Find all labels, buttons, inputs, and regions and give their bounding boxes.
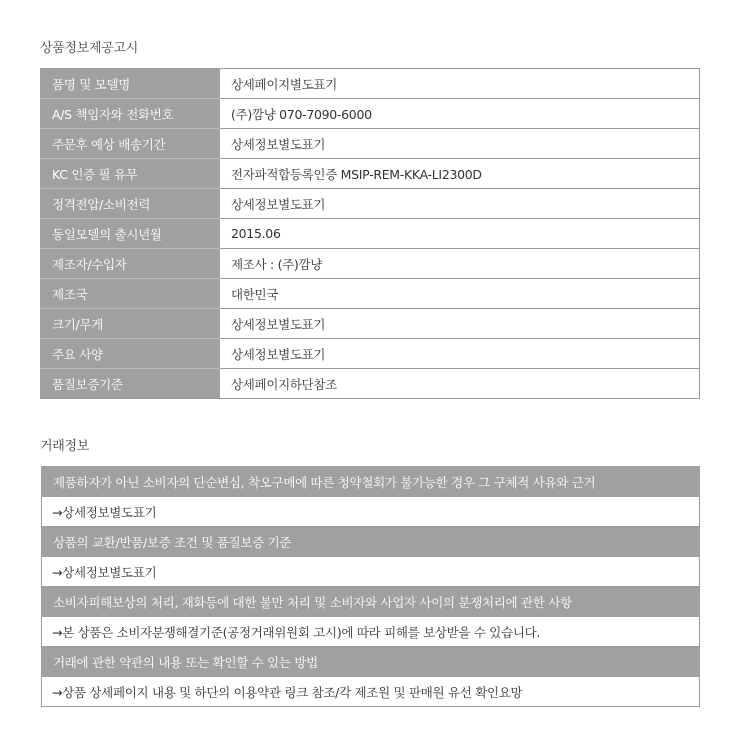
product-notice-title: 상품정보제공고시 bbox=[40, 41, 139, 56]
trade-answer: →상세정보별도표기 bbox=[42, 557, 700, 587]
row-label: 크기/무게 bbox=[41, 309, 220, 339]
trade-answer: →상품 상세페이지 내용 및 하단의 이용약관 링크 참조/각 제조원 및 판매원 유선 확인요망 bbox=[42, 677, 700, 707]
row-label: 품질보증기준 bbox=[41, 369, 220, 399]
row-value: 상세페이지하단참조 bbox=[220, 369, 700, 399]
row-label: 제조국 bbox=[41, 279, 220, 309]
trade-question: 소비자피해보상의 처리, 재화등에 대한 불만 처리 및 소비자와 사업자 사이의 분쟁처리에 관한 사항 bbox=[42, 587, 700, 617]
table-row bbox=[42, 467, 700, 497]
trade-question: 제품하자가 아닌 소비자의 단순변심, 착오구매에 따른 청약철회가 불가능한 경우 그 구체적 사유와 근거 bbox=[42, 467, 700, 497]
table-row bbox=[41, 189, 700, 219]
row-label: 주문후 예상 배송기간 bbox=[41, 129, 220, 159]
row-value: 상세페이지별도표기 bbox=[220, 69, 700, 99]
table-row bbox=[42, 617, 700, 647]
row-label: 제조자/수입자 bbox=[41, 249, 220, 279]
table-row bbox=[42, 647, 700, 677]
table-row bbox=[42, 557, 700, 587]
table-row bbox=[41, 219, 700, 249]
row-value: 제조사 : (주)깜냥 bbox=[220, 249, 700, 279]
trade-question: 상품의 교환/반품/보증 조건 및 품질보증 기준 bbox=[42, 527, 700, 557]
row-value: 전자파적합등록인증 MSIP-REM-KKA-LI2300D bbox=[220, 159, 700, 189]
table-row bbox=[41, 159, 700, 189]
row-value: 상세정보별도표기 bbox=[220, 129, 700, 159]
trade-answer: →상세정보별도표기 bbox=[42, 497, 700, 527]
table-row bbox=[42, 497, 700, 527]
row-label: 품명 및 모델명 bbox=[41, 69, 220, 99]
trade-info-table bbox=[41, 466, 700, 707]
product-notice-table bbox=[40, 68, 700, 399]
row-value: 대한민국 bbox=[220, 279, 700, 309]
trade-info-title: 거래정보 bbox=[40, 439, 90, 454]
table-row bbox=[41, 309, 700, 339]
table-row bbox=[41, 129, 700, 159]
table-row bbox=[42, 677, 700, 707]
table-row bbox=[41, 279, 700, 309]
trade-answer: →본 상품은 소비자분쟁해결기준(공정거래위원회 고시)에 따라 피해를 보상받을 수 있습니다. bbox=[42, 617, 700, 647]
row-value: 상세정보별도표기 bbox=[220, 339, 700, 369]
table-row bbox=[41, 99, 700, 129]
table-row bbox=[42, 587, 700, 617]
table-row bbox=[42, 527, 700, 557]
row-value: (주)깜냥 070-7090-6000 bbox=[220, 99, 700, 129]
row-label: 정격전압/소비전력 bbox=[41, 189, 220, 219]
row-label: KC 인증 필 유무 bbox=[41, 159, 220, 189]
table-row bbox=[41, 339, 700, 369]
row-label: 주요 사양 bbox=[41, 339, 220, 369]
row-value: 2015.06 bbox=[220, 219, 700, 249]
table-row bbox=[41, 369, 700, 399]
row-value: 상세정보별도표기 bbox=[220, 189, 700, 219]
table-row bbox=[41, 249, 700, 279]
trade-question: 거래에 관한 약관의 내용 또는 확인할 수 있는 방법 bbox=[42, 647, 700, 677]
row-label: 동일모델의 출시년월 bbox=[41, 219, 220, 249]
table-row bbox=[41, 69, 700, 99]
row-value: 상세정보별도표기 bbox=[220, 309, 700, 339]
row-label: A/S 책임자와 전화번호 bbox=[41, 99, 220, 129]
